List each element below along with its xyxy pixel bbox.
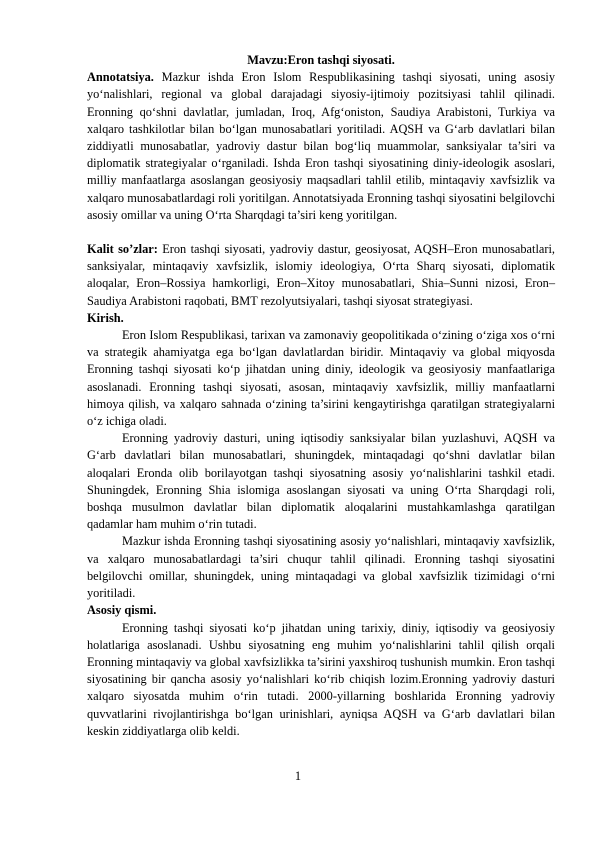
abstract-label: Annotatsiya.	[87, 70, 154, 85]
intro-paragraph-3: Mazkur ishda Eronning tashqi siyosatining asosiy yo‘nalishlari, mintaqaviy xavfsizlik, va xalqaro munosabatlardagi ta’siri chuqur tahlil qilinadi. Eronning tashqi siyosatini belgilovchi omillar, shuningdek, uning mintaqadagi va global xavfsizlik tizimidagi o‘rni yoritiladi.	[87, 534, 555, 601]
document-title: Mavzu:Eron tashqi siyosati.	[247, 53, 395, 67]
page-number: 1	[294, 769, 302, 783]
keywords-label: Kalit so’zlar:	[87, 242, 158, 257]
intro-heading: Kirish.	[87, 310, 124, 325]
intro-paragraph-1: Eron Islom Respublikasi, tarixan va zamonaviy geopolitikada o‘zining o‘ziga xos o‘rni va strategik ahamiyatga ega bo‘lgan davlatlardan biridir. Mintaqaviy va global miqyosda Eronning tashqi siyosati ko‘p jihatdan uning diniy, ideologik va geosiyosiy manfaatlariga asoslanadi. Eronning tashqi siyosati, asosan, mintaqaviy xavfsizlik, milliy manfaatlarni himoya qilish, va xalqaro sahnada o‘zining ta’sirini kengaytirishga qaratilgan strategiyalarni o‘z ichiga oladi.	[87, 328, 555, 429]
intro-paragraph-2: Eronning yadroviy dasturi, uning iqtisodiy sanksiyalar bilan yuzlashuvi, AQSH va G‘arb davlatlari bilan munosabatlari, shuningdek, mintaqadagi qo‘shni davlatlar bilan aloqalari Eronda olib borilayotgan tashqi siyosatning asosiy yo‘nalishlarini tashkil etadi. Shuningdek, Eronning Shia islomiga asoslangan siyosati va uning O‘rta Sharqdagi roli, boshqa musulmon davlatlar bilan diplomatik aloqalarini mustahkamlashga qaratilgan qadamlar ham muhim o‘rin tutadi.	[87, 431, 555, 532]
abstract-paragraph	[87, 69, 555, 224]
keywords-text: Eron tashqi siyosati, yadroviy dastur, geosiyosat, AQSH–Eron munosabatlari, sanksiyalar, mintaqaviy xavfsizlik, islomiy ideologiya, O‘rta Sharq siyosati, diplomatik aloqalar, Eron–Rossiya hamkorligi, Eron–Xitoy munosabatlari, Shia–Sunni nizosi, Eron–Saudiya Arabistoni raqobati, BMT rezolyutsiyalari, tashqi siyosat strategiyasi.	[87, 242, 555, 308]
keywords-paragraph	[87, 241, 555, 310]
document-page	[87, 52, 555, 740]
main-heading: Asosiy qismi.	[87, 603, 157, 618]
main-paragraph-1: Eronning tashqi siyosati ko‘p jihatdan uning tarixiy, diniy, iqtisodiy va geosiyosiy holatlariga asoslanadi. Ushbu siyosatning eng muhim yo‘nalishlarini tahlil qilish orqali Eronning mintaqaviy va global xavfsizlikka ta’sirini yaxshiroq tushunish mumkin. Eron tashqi siyosatining bir qancha asosiy yo‘nalishlari ko‘rib chiqish lozim.Eronning yadroviy dasturi xalqaro siyosatda muhim o‘rin tutadi. 2000-yillarning boshlarida Eronning yadroviy quvvatlarini rivojlantirishga bo‘lgan urinishlari, ayniqsa AQSH va G‘arb davlatlari bilan keskin ziddiyatlarga olib keldi.	[87, 620, 555, 738]
abstract-text: Mazkur ishda Eron Islom Respublikasining tashqi siyosati, uning asosiy yo‘nalishlari, regional va global darajadagi siyosiy-ijtimoiy pozitsiyasi tahlil qilinadi. Eronning qo‘shni davlatlar, jumladan, Iroq, Afg‘oniston, Saudiya Arabistoni, Turkiya va xalqaro tashkilotlar bilan bo‘lgan munosabatlari yoritiladi. AQSH va G‘arb davlatlari bilan ziddiyatli munosabatlar, yadroviy dastur bilan bog‘liq muammolar, sanksiyalar ta’siri va diplomatik strategiyalar o‘rganiladi. Ishda Eron tashqi siyosatining diniy-ideologik asoslari, milliy manfaatlarga asoslangan geosiyosiy maqsadlari tahlil etilib, mintaqaviy xavfsizlik va xalqaro munosabatlardagi roli yoritilgan. Annotatsiyada Eronning tashqi siyosatini belgilovchi asosiy omillar va uning O‘rta Sharqdagi ta’siri keng yoritilgan.	[87, 70, 555, 222]
